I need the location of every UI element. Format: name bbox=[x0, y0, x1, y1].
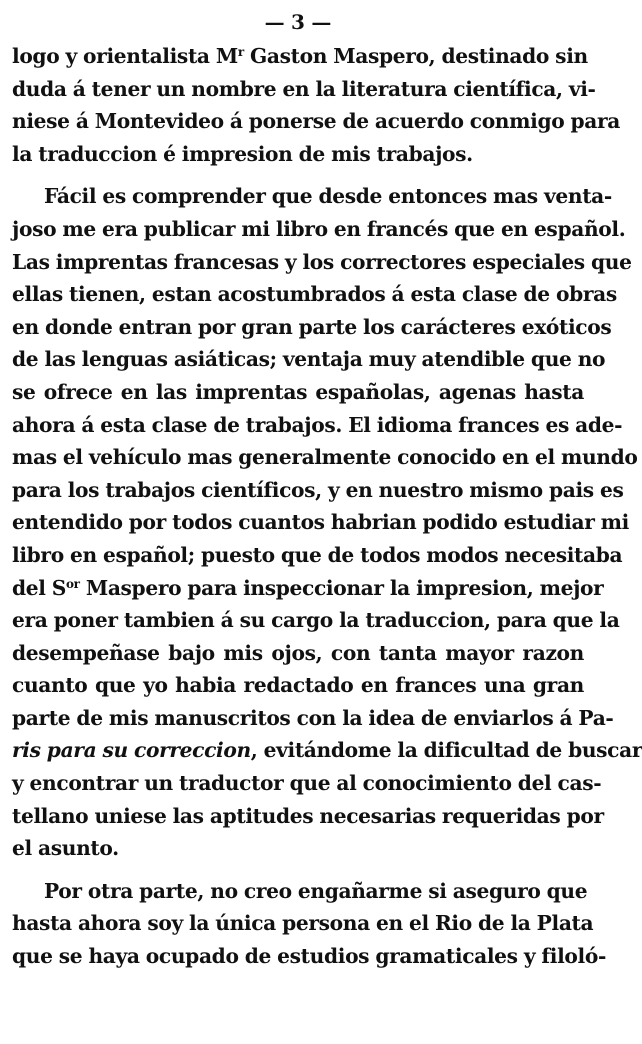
text-line: hasta ahora soy la única persona en el Rio de la Plata bbox=[12, 911, 594, 936]
text-line: y encontrar un traductor que al conocimiento del cas- bbox=[12, 771, 602, 796]
text-line: logo y orientalista $M^r$ Gaston Maspero, destinado sin bbox=[12, 44, 588, 68]
text-line: libro en español; puesto que de todos modos necesitaba bbox=[12, 542, 623, 567]
text-line: ellas tienen, estan acostumbrados á esta clase de obras bbox=[12, 282, 617, 307]
text-line: de las lenguas asiáticas; ventaja muy atendible que no bbox=[12, 347, 606, 372]
text-line: en donde entran por gran parte los carácteres exóticos bbox=[12, 314, 612, 339]
text-line: del $S^{or}$ Maspero para inspeccionar la impresion, mejor bbox=[12, 575, 604, 600]
text-line: entendido por todos cuantos habrian podido estudiar mi bbox=[12, 510, 629, 535]
italic-phrase: ris para su correccion bbox=[12, 738, 251, 763]
text-line: el asunto. bbox=[12, 836, 119, 861]
text-line: desempeñase bajo mis ojos, con tanta mayor razon bbox=[12, 640, 584, 665]
text-line: Por otra parte, no creo engañarme si aseguro que bbox=[44, 878, 588, 903]
text-line: parte de mis manuscritos con la idea de enviarlos á Pa- bbox=[12, 705, 614, 730]
text-line: para los trabajos científicos, y en nuestro mismo pais es bbox=[12, 477, 624, 502]
text-line: ahora á esta clase de trabajos. El idioma frances es ade- bbox=[12, 412, 623, 437]
text-line: era poner tambien á su cargo la traduccion, para que la bbox=[12, 608, 620, 633]
paragraph-1 bbox=[12, 40, 621, 170]
text-line: Fácil es comprender que desde entonces mas venta- bbox=[44, 184, 612, 209]
text-line: la traduccion é impresion de mis trabajos. bbox=[12, 141, 473, 166]
paragraph-3 bbox=[12, 875, 606, 973]
text-line: niese á Montevideo á ponerse de acuerdo conmigo para bbox=[12, 109, 621, 134]
page-number: — 3 — bbox=[264, 10, 332, 34]
text-line: que se haya ocupado de estudios gramaticales y filoló- bbox=[12, 944, 606, 969]
text-line: joso me era publicar mi libro en francés que en español. bbox=[12, 216, 626, 241]
paragraph-2 bbox=[12, 180, 642, 864]
text-line: se ofrece en las imprentas españolas, agenas hasta bbox=[12, 379, 584, 404]
text-line: tellano uniese las aptitudes necesarias requeridas por bbox=[12, 803, 604, 828]
text-line: cuanto que yo habia redactado en frances una gran bbox=[12, 673, 584, 698]
text-line: ris para su correccion, evitándome la dificultad de buscar bbox=[12, 738, 642, 763]
text-line: mas el vehículo mas generalmente conocido en el mundo bbox=[12, 445, 638, 470]
text-line: Las imprentas francesas y los correctores especiales que bbox=[12, 249, 632, 274]
text-line: duda á tener un nombre en la literatura científica, vi- bbox=[12, 76, 596, 101]
